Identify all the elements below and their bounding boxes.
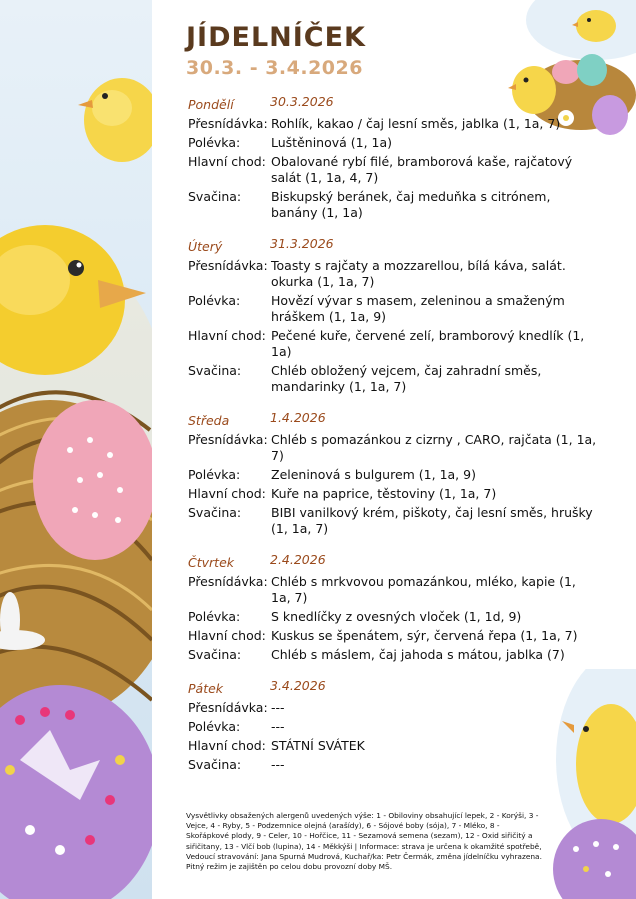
day-monday [188,94,598,221]
meal-row [188,719,598,735]
day-friday [188,678,598,773]
meal-row [188,574,598,606]
meal-label: Přesnídávka: [188,116,268,131]
meal-row [188,757,598,773]
meal-row [188,363,598,395]
meal-row [188,647,598,663]
easter-chicks-nest-illustration [0,0,152,899]
meal-row [188,486,598,502]
meal-value: Luštěninová (1, 1a) [271,135,393,150]
meal-label: Polévka: [188,135,241,150]
meal-row [188,135,598,151]
easter-decoration-left [0,0,152,899]
day-date: 1.4.2026 [270,410,326,425]
meal-label: Přesnídávka: [188,258,268,273]
meal-label: Přesnídávka: [188,700,268,715]
meal-value: Toasty s rajčaty a mozzarellou, bílá káva, salát. okurka (1, 1a, 7) [271,258,566,289]
day-date: 3.4.2026 [270,678,326,693]
meal-value: Rohlík, kakao / čaj lesní směs, jablka (1, 1a, 7) [271,116,561,131]
meal-label: Hlavní chod: [188,328,266,343]
day-name: Pondělí [188,97,234,112]
day-date: 2.4.2026 [270,552,326,567]
meal-row [188,116,598,132]
meal-label: Polévka: [188,609,241,624]
day-name: Středa [188,413,230,428]
meal-label: Polévka: [188,719,241,734]
meal-row [188,505,598,537]
meal-row [188,293,598,325]
day-name: Úterý [188,239,223,254]
day-date: 30.3.2026 [270,94,334,109]
meal-label: Svačina: [188,757,242,772]
meal-value: Obalované rybí filé, bramborová kaše, rajčatový salát (1, 1a, 4, 7) [271,154,573,185]
meal-value: Pečené kuře, červené zelí, bramborový knedlík (1, 1a) [271,328,585,359]
meal-row [188,328,598,360]
meal-row [188,189,598,221]
meal-label: Hlavní chod: [188,486,266,501]
meal-label: Hlavní chod: [188,628,266,643]
menu-title: JÍDELNÍČEK [186,22,366,53]
meal-value: STÁTNÍ SVÁTEK [271,738,365,753]
weekly-menu [188,94,598,788]
meal-value: Kuskus se špenátem, sýr, červená řepa (1, 1a, 7) [271,628,578,643]
meal-value: --- [271,700,285,715]
meal-value: --- [271,719,285,734]
day-thursday [188,552,598,663]
day-wednesday [188,410,598,537]
meal-value: Zeleninová s bulgurem (1, 1a, 9) [271,467,476,482]
meal-row [188,628,598,644]
meal-label: Svačina: [188,647,242,662]
allergen-footnote: Vysvětlivky obsažených alergenů uvedených výše: 1 - Obiloviny obsahující lepek, 2 - Korýši, 3 - Vejce, 4 - Ryby, 5 - Podzemnice olejná (arašídy), 6 - Sójové boby (sója), 7 - Mléko, 8 - Skořápkové plody, 9 - Celer, 10 - Hořčice, 11 - Sezamová semena (sezam), 12 - Oxid siřičitý a siřičitany, 13 - Vlčí bob (lupina), 14 - Měkkýši | Informace: strava je určena k okamžité spotřebě, Vedoucí stravování: Jana Spurná Mudrová, Kuchař/ka: Petr Čermák, změna jídelníčku vyhrazena. Pitný režim je zajištěn po celou dobu provozní doby MŠ. [186,811,542,872]
meal-row [188,432,598,464]
meal-label: Svačina: [188,505,242,520]
meal-value: Chléb s pomazánkou z cizrny , CARO, rajčata (1, 1a, 7) [271,432,597,463]
meal-value: BIBI vanilkový krém, piškoty, čaj lesní směs, hrušky (1, 1a, 7) [271,505,593,536]
meal-value: S knedlíčky z ovesných vloček (1, 1d, 9) [271,609,522,624]
meal-label: Přesnídávka: [188,432,268,447]
meal-label: Svačina: [188,189,242,204]
meal-value: --- [271,757,285,772]
day-name: Čtvrtek [188,555,234,570]
day-tuesday [188,236,598,395]
meal-value: Chléb s máslem, čaj jahoda s mátou, jablka (7) [271,647,565,662]
meal-row [188,154,598,186]
meal-label: Svačina: [188,363,242,378]
meal-value: Hovězí vývar s masem, zeleninou a smaženým hráškem (1, 1a, 9) [271,293,565,324]
meal-row [188,738,598,754]
meal-label: Polévka: [188,467,241,482]
meal-label: Hlavní chod: [188,154,266,169]
meal-value: Kuře na paprice, těstoviny (1, 1a, 7) [271,486,497,501]
meal-label: Hlavní chod: [188,738,266,753]
meal-row [188,609,598,625]
week-date-range: 30.3. - 3.4.2026 [186,57,363,79]
meal-value: Biskupský beránek, čaj meduňka s citrónem, banány (1, 1a) [271,189,551,220]
meal-label: Přesnídávka: [188,574,268,589]
day-date: 31.3.2026 [270,236,334,251]
day-name: Pátek [188,681,224,696]
meal-label: Polévka: [188,293,241,308]
meal-row [188,258,598,290]
meal-row [188,467,598,483]
meal-value: Chléb obložený vejcem, čaj zahradní směs, mandarinky (1, 1a, 7) [271,363,542,394]
meal-value: Chléb s mrkvovou pomazánkou, mléko, kapie (1, 1a, 7) [271,574,576,605]
meal-row [188,700,598,716]
